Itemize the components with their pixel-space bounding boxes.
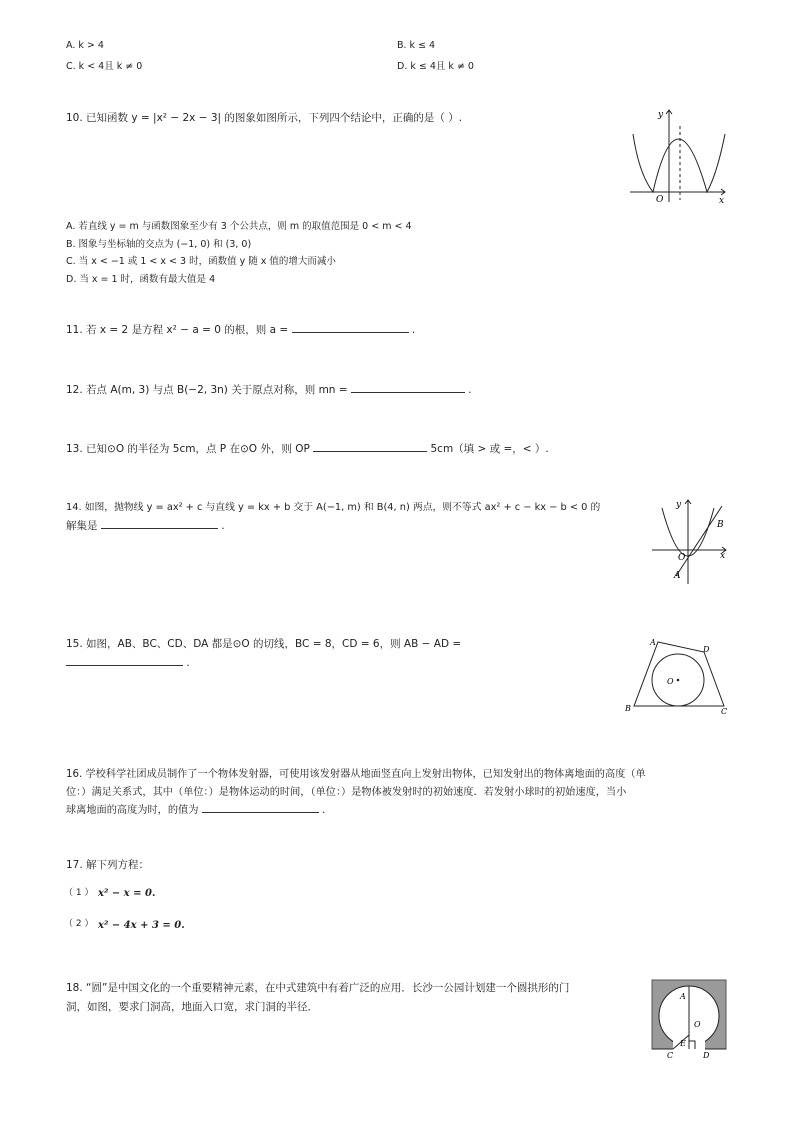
q14-line [676, 506, 722, 576]
q18-label-e: E [680, 1039, 686, 1048]
q15-quadrilateral [634, 642, 724, 706]
q18-line1: 18. “圆”是中国文化的一个重要精神元素，在中式建筑中有着广泛的应用．长沙一公园计划建一个圆拱形的门 [66, 982, 570, 994]
q15-answer-blank[interactable] [66, 654, 183, 666]
q15-label-d: D [703, 645, 710, 654]
q18-label-c: C [667, 1051, 674, 1060]
q15-figure [622, 634, 732, 718]
q16-end: . [321, 805, 326, 816]
q9-option-a: A. k > 4 [66, 40, 104, 51]
q16-text: 球离地面的高度为时，的值为 [66, 805, 199, 816]
q16-line3 [66, 801, 325, 816]
q14-label-y: y [676, 500, 682, 510]
q17-part2-label: （ 2 ） [64, 919, 94, 929]
q16-line2: 位：）满足关系式，其中（单位：）是物体运动的时间，（单位：）是物体被发射时的初始速度．若发射小球时的初始速度，当小 [66, 787, 627, 798]
q15-line2 [66, 654, 190, 669]
q15-end: . [186, 657, 190, 669]
q13-text: 13. 已知⊙O 的半径为 5cm，点 P 在⊙O 外，则 OP [66, 443, 310, 455]
q14-text: 解集是 [66, 520, 98, 532]
q17-part1-equation: x² − x = 0. [98, 888, 156, 899]
q10-label-x: x [719, 196, 725, 206]
q14-end: . [221, 520, 225, 532]
q16-answer-blank[interactable] [202, 801, 319, 813]
q12-end: . [468, 384, 472, 396]
q9-option-c: C. k < 4且 k ≠ 0 [66, 61, 143, 72]
q10-label-y: y [658, 110, 664, 120]
q15-label-o: O [667, 677, 674, 686]
q10-figure [625, 104, 735, 208]
q15-center-dot [677, 679, 680, 682]
q14-figure [648, 494, 730, 586]
q11-end: . [411, 324, 416, 336]
q14-label-o: O [678, 553, 686, 563]
q9-option-d: D. k ≤ 4且 k ≠ 0 [397, 61, 474, 72]
q14-label-b: B [717, 520, 724, 530]
q10-option-c: C. 当 x < −1 或 1 < x < 3 时，函数值 y 随 x 值的增大而减小 [66, 256, 336, 267]
q18-label-o: O [694, 1020, 701, 1029]
q10-option-b: B. 图象与坐标轴的交点为 (−1, 0) 和 (3, 0) [66, 239, 252, 250]
q12-answer-blank[interactable] [351, 381, 465, 393]
q13-end: 5cm（填 > 或 =，< ）. [430, 443, 549, 455]
q15-label-a: A [650, 638, 656, 647]
q11-answer-blank[interactable] [292, 321, 409, 333]
q14-line2 [66, 517, 225, 533]
q16-line1: 16. 学校科学社团成员制作了一个物体发射器，可使用该发射器从地面竖直向上发射出物体，已知发射出的物体离地面的高度（单 [66, 769, 646, 780]
q10-label-o: O [656, 195, 664, 205]
q15-label-b: B [625, 704, 631, 713]
q14-label-a: A [674, 571, 681, 581]
q10-option-a: A. 若直线 y = m 与函数图象至少有 3 个公共点，则 m 的取值范围是 0 < m < 4 [66, 221, 412, 232]
q13-answer-blank[interactable] [313, 440, 427, 452]
q9-option-b: B. k ≤ 4 [397, 40, 436, 51]
q10-option-d: D. 当 x = 1 时，函数有最大值是 4 [66, 274, 216, 285]
q12-text: 12. 若点 A(m, 3) 与点 B(−2, 3n) 关于原点对称，则 mn = [66, 384, 348, 396]
q18-label-a: A [680, 992, 686, 1001]
q18-line2: 洞，如图，要求门洞高，地面入口宽，求门洞的半径． [66, 1001, 318, 1013]
q17-title: 17. 解下列方程： [66, 859, 150, 871]
q12 [66, 381, 472, 397]
q10-graph-curve [633, 134, 725, 192]
q18-figure [651, 979, 729, 1061]
q14-answer-blank[interactable] [101, 517, 218, 529]
q15-line1: 15. 如图，AB、BC、CD、DA 都是⊙O 的切线，BC = 8，CD = 6，则 AB − AD = [66, 638, 462, 650]
q13 [66, 440, 549, 456]
q10-stem: 10. 已知函数 y = |x² − 2x − 3| 的图象如图所示，下列四个结论中，正确的是（ ）. [66, 112, 463, 124]
q17-part2-equation: x² − 4x + 3 = 0. [98, 920, 185, 931]
q14-line1: 14. 如图，抛物线 y = ax² + c 与直线 y = kx + b 交于 A(−1, m) 和 B(4, n) 两点，则不等式 ax² + c − kx − b < 0 的 [66, 502, 601, 513]
q11-text: 11. 若 x = 2 是方程 x² − a = 0 的根，则 a = [66, 324, 289, 336]
q11 [66, 321, 415, 337]
q14-label-x: x [720, 551, 726, 561]
q17-part1-label: （ 1 ） [64, 888, 94, 898]
q18-label-d: D [703, 1051, 710, 1060]
q15-label-c: C [721, 707, 728, 716]
